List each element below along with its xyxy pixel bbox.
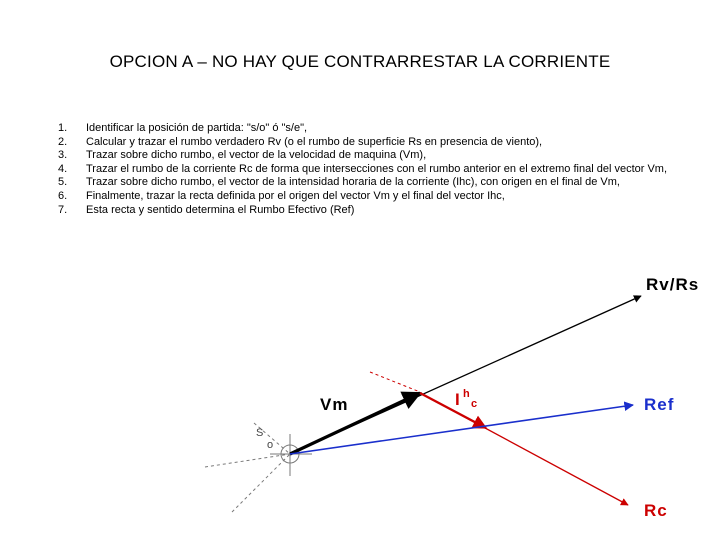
start-o-label: o [267, 439, 274, 451]
rc-label: Rc [644, 501, 668, 520]
step-number: 1. [58, 122, 68, 134]
vm-label: Vm [320, 395, 349, 414]
start-s-label: S [256, 427, 264, 439]
page-title: OPCION A – NO HAY QUE CONTRARRESTAR LA CORRIENTE [109, 52, 611, 71]
step-text: Trazar sobre dicho rumbo, el vector de la velocidad de maquina (Vm), [86, 149, 427, 162]
step-number: 3. [58, 149, 68, 162]
ihc-label-i: I [455, 390, 461, 409]
ihc-label-h: h [463, 388, 471, 400]
dashed-extension-line [205, 454, 290, 467]
step-text: Finalmente, trazar la recta definida por el origen del vector Vm y el final del vector Ihc, [86, 189, 505, 202]
step-number: 7. [58, 203, 68, 216]
dashed-extension-line [232, 454, 290, 512]
step-number: 5. [58, 176, 68, 189]
step-number: 2. [58, 135, 68, 148]
rv-rs-label: Rv/Rs [646, 275, 700, 294]
step-text: Calcular y trazar el rumbo verdadero Rv (o el rumbo de superficie Rs en presencia de viento), [86, 135, 543, 148]
step-text: Identificar la posición de partida: "s/o" ó "s/e", [86, 122, 308, 134]
step-number: 4. [58, 162, 68, 175]
ref-label: Ref [644, 395, 675, 414]
ihc-label-c: c [471, 398, 479, 410]
step-text: Trazar el rumbo de la corriente Rc de forma que intersecciones con el rumbo anterior en el extremo final del vector Vm, [86, 162, 668, 175]
step-text: Esta recta y sentido determina el Rumbo Efectivo (Ref) [86, 203, 355, 216]
dashed-current-extension-line [370, 372, 420, 392]
step-number: 6. [58, 189, 68, 202]
step-text: Trazar sobre dicho rumbo, el vector de la intensidad horaria de la corriente (Ihc), con origen en el final de Vm, [86, 176, 620, 189]
